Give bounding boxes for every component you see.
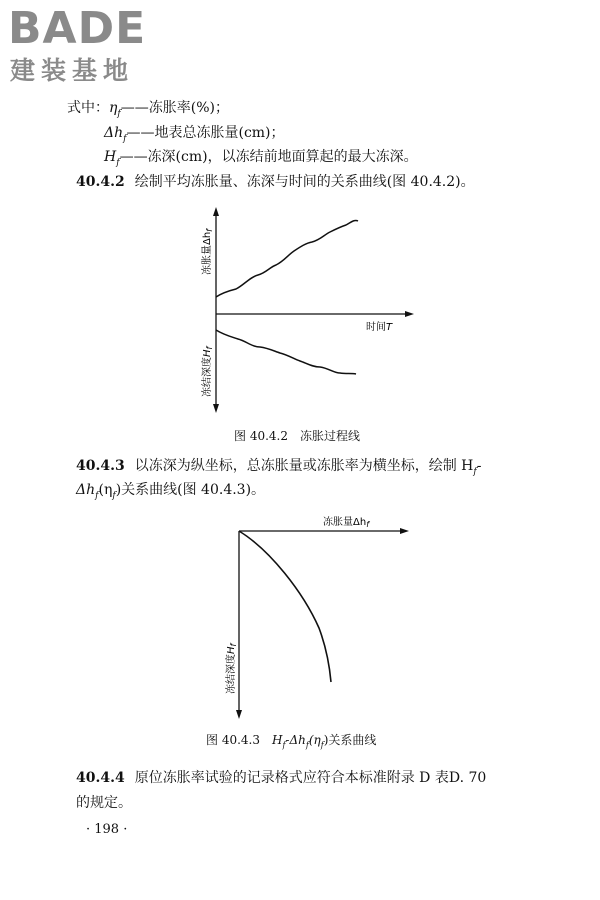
figure-40-4-3	[225, 510, 425, 725]
section-symbol: Δh	[76, 482, 96, 498]
caption-symbol: H	[271, 733, 283, 747]
section-symbol: (η	[98, 482, 113, 498]
fig2-y-arrow	[236, 710, 242, 719]
section-text: )关系曲线(图 40.4.3)。	[115, 482, 266, 498]
section-40-4-2	[76, 172, 475, 192]
def-prefix: 式中：	[67, 100, 109, 116]
section-40-4-4-line1	[76, 768, 486, 788]
fig1-y-up-label: 冻胀量$\Delta h_f$	[202, 228, 214, 275]
section-number: 40.4.4	[76, 770, 125, 786]
section-number: 40.4.3	[76, 458, 125, 474]
section-sub: f	[112, 490, 116, 501]
fig1-x-label: 时间T	[366, 322, 393, 333]
def-sub: f	[116, 157, 120, 168]
fig1-x-arrow	[405, 311, 414, 317]
logo-subtitle: 建装基地	[10, 56, 135, 85]
def-symbol: H	[104, 149, 117, 165]
section-text: 原位冻胀率试验的记录格式应符合本标准附录 D 表D. 70	[134, 770, 487, 786]
fig1-y-arrow-down	[213, 404, 219, 413]
section-40-4-3-line1	[76, 456, 481, 482]
def-text: ——地表总冻胀量(cm)；	[126, 125, 285, 141]
fig1-y-down-label: 冻结深度$H_f$	[202, 346, 214, 397]
section-sub: f	[95, 490, 99, 501]
frost-depth-curve	[216, 330, 356, 374]
section-text-end: -	[476, 458, 482, 474]
def-h	[104, 147, 418, 173]
def-sub: f	[117, 108, 121, 119]
caption-symbol: -Δh	[285, 733, 306, 747]
section-sub: f	[473, 466, 477, 477]
frost-depth-heave-curve	[239, 531, 331, 682]
def-sub: f	[123, 133, 127, 144]
fig2-y-label: 冻结深度$H_f$	[226, 643, 238, 694]
def-eta	[67, 98, 229, 124]
logo	[8, 4, 178, 88]
fig2-x-label: 冻胀量$\Delta h_f$	[323, 517, 370, 529]
fig1-y-arrow-up	[213, 207, 219, 216]
caption-prefix: 图 40.4.3	[206, 733, 272, 747]
section-40-4-4-line2: 的规定。	[76, 795, 132, 811]
figure-40-4-2	[190, 205, 430, 420]
caption-text: )关系曲线	[323, 733, 377, 747]
def-text: ——冻胀率(%)；	[120, 100, 229, 116]
section-40-4-3-line2	[76, 480, 265, 506]
def-symbol: Δh	[104, 125, 124, 141]
fig2-caption	[206, 731, 376, 749]
heave-curve	[216, 220, 358, 297]
fig1-caption: 图 40.4.2 冻胀过程线	[234, 429, 360, 443]
caption-sub: f	[320, 740, 324, 750]
def-symbol: η	[109, 100, 118, 116]
logo-word: BADE	[8, 3, 147, 54]
section-text: 绘制平均冻胀量、冻深与时间的关系曲线(图 40.4.2)。	[134, 174, 475, 190]
caption-sub: f	[282, 740, 286, 750]
section-number: 40.4.2	[76, 174, 125, 190]
page-number: · 198 ·	[86, 822, 128, 837]
def-dh	[104, 123, 285, 149]
caption-sub: f	[305, 740, 309, 750]
caption-symbol: (η	[308, 733, 321, 747]
def-text: ——冻深(cm)，以冻结前地面算起的最大冻深。	[119, 149, 418, 165]
fig2-x-arrow	[400, 528, 409, 534]
section-text: 以冻深为纵坐标，总冻胀量或冻胀率为横坐标，绘制 H	[134, 458, 474, 474]
